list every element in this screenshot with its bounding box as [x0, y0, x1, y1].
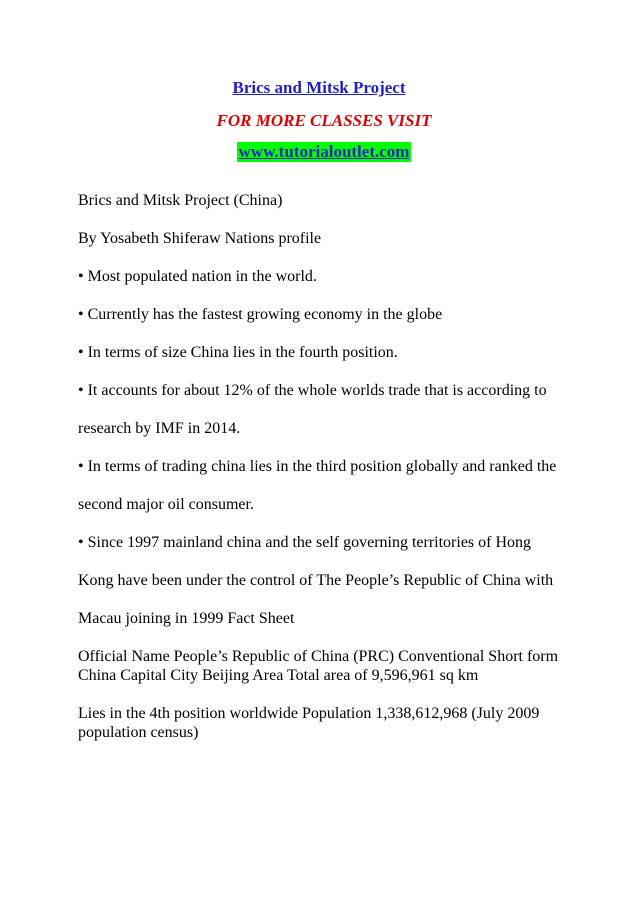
paragraph-hong-kong: Kong have been under the control of The People’s Republic of China with: [78, 572, 554, 589]
page-title: Brics and Mitsk Project: [232, 78, 406, 97]
paragraph-macau: Macau joining in 1999 Fact Sheet: [78, 610, 295, 627]
paragraph-population: Lies in the 4th position worldwide Population 1,338,612,968 (July 2009 population census): [78, 705, 540, 741]
paragraph-imf-research: research by IMF in 2014.: [78, 420, 241, 437]
paragraph-bullet-population: • Most populated nation in the world.: [78, 268, 317, 285]
paragraph-bullet-territories: • Since 1997 mainland china and the self governing territories of Hong: [78, 534, 532, 551]
paragraph-bullet-economy: • Currently has the fastest growing economy in the globe: [78, 306, 443, 323]
paragraph-bullet-trading-position: • In terms of trading china lies in the third position globally and ranked the: [78, 458, 557, 475]
promo-url-wrapper: [0, 142, 638, 162]
document-header: [0, 78, 638, 162]
paragraph-oil-consumer: second major oil consumer.: [78, 496, 254, 513]
promo-subtitle: FOR MORE CLASSES VISIT: [216, 111, 432, 130]
promo-url-link[interactable]: www.tutorialoutlet.com: [238, 142, 410, 161]
paragraph-bullet-size: • In terms of size China lies in the fourth position.: [78, 344, 398, 361]
paragraph-author: By Yosabeth Shiferaw Nations profile: [78, 230, 322, 247]
paragraph-project-title: Brics and Mitsk Project (China): [78, 192, 283, 209]
document-body: [78, 191, 568, 761]
paragraph-bullet-trade: • It accounts for about 12% of the whole worlds trade that is according to: [78, 382, 547, 399]
paragraph-official-name: Official Name People’s Republic of China (PRC) Conventional Short form China Capital City Beijing Area Total area of 9,596,961 sq km: [78, 648, 559, 684]
